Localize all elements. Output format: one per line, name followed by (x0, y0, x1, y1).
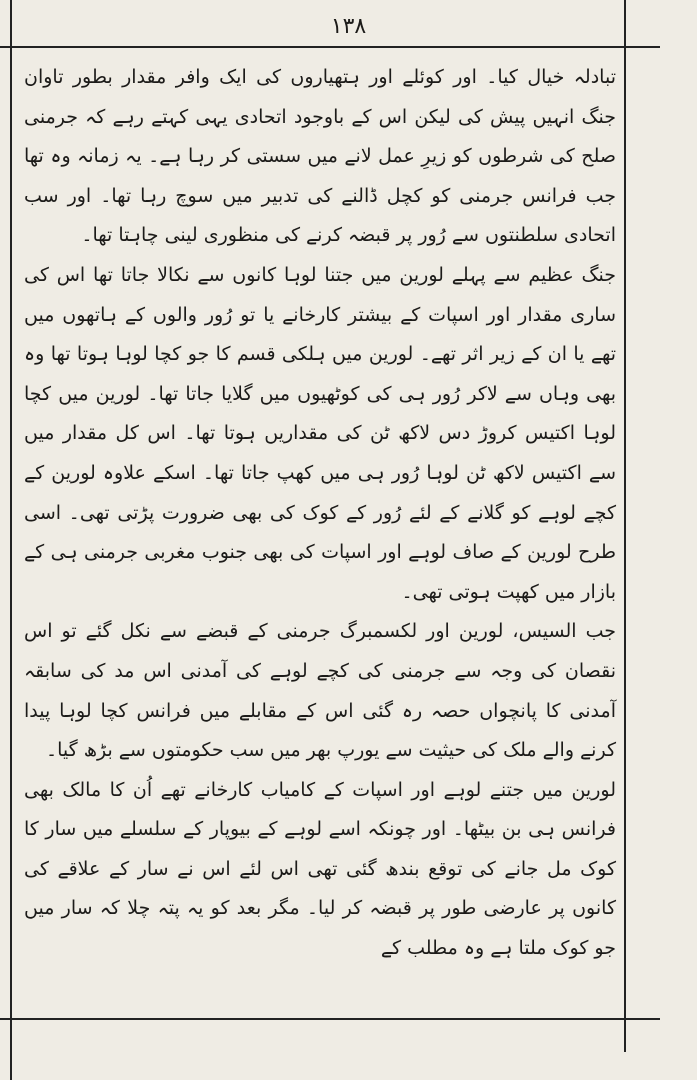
page-number: ۱۳۸ (330, 14, 367, 39)
paragraph: جنگ عظیم سے پہلے لورین میں جتنا لوہا کانوں سے نکالا جاتا تھا اس کی ساری مقدار اور اسپات کے بیشتر کارخانے یا تو رُور والوں کے ہاتھوں میں تھے یا ان کے زیر اثر تھے۔ لورین میں ہلکی قسم کا جو کچا لوہا ہوتا تھا وہ بھی وہاں سے لاکر رُور ہی کی کوٹھیوں میں گلایا جاتا تھا۔ لورین میں کچا لوہا اکتیس کروڑ دس لاکھ ٹن کی مقداریں ہوتا تھا۔ اس کل مقدار میں سے اکتیس لاکھ ٹن لوہا رُور ہی میں کھپ جاتا تھا۔ اسکے علاوہ لورین کے کچے لوہے کو گلانے کے لئے رُور کے کوک کی بھی ضرورت پڑتی تھی۔ اسی طرح لورین کے صاف لوہے اور اسپات کی بھی جنوب مغربی جرمنی ہی کے بازار میں کھپت ہوتی تھی۔ (24, 263, 616, 603)
paragraph: تبادلہ خیال کیا۔ اور کوئلے اور ہتھیاروں کی ایک وافر مقدار بطور تاوان جنگ انہیں پیش کی لیکن اس کے باوجود اتحادی یہی کہتے رہے کہ جرمنی صلح کی شرطوں کو زیرِ عمل لانے میں سستی کر رہا ہے۔ یہ زمانہ وہ تھا جب فرانس جرمنی کو کچل ڈالنے کی تدبیر میں سوچ رہا تھا۔ اور سب اتحادی سلطنتوں سے رُور پر قبضہ کرنے کی منظوری لینی چاہتا تھا۔ (24, 66, 616, 247)
body-text (24, 58, 616, 969)
top-rule (0, 46, 660, 48)
paragraph: لورین میں جتنے لوہے اور اسپات کے کامیاب کارخانے تھے اُن کا مالک بھی فرانس ہی بن بیٹھا۔ اور چونکہ اسے لوہے کے بیوپار کے سلسلے میں سار کا کوک مل جانے کی توقع بندھ گئی تھی اس لئے اس نے سار کے علاقے کی کانوں پر عارضی طور پر قبضہ کر لیا۔ مگر بعد کو یہ پتہ چلا کہ سار میں جو کوک ملتا ہے وہ مطلب کے (24, 778, 616, 960)
bottom-rule (0, 1018, 660, 1020)
paragraph: جب السیس، لورین اور لکسمبرگ جرمنی کے قبضے سے نکل گئے تو اس نقصان کی وجہ سے جرمنی کی کچے لوہے کی آمدنی اس مد کی سابقہ آمدنی کا پانچواں حصہ رہ گئی اس کے مقابلے میں فرانس کچا لوہا پیدا کرنے والے ملک کی حیثیت سے یورپ بھر میں سب حکومتوں سے بڑھ گیا۔ (24, 620, 616, 762)
right-margin-rule (624, 0, 626, 1052)
left-margin-rule (10, 0, 12, 1080)
